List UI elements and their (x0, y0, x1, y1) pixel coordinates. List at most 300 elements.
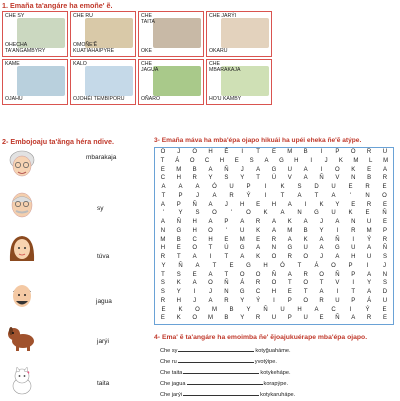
word-search-letter[interactable]: J (209, 289, 212, 295)
word-search-letter[interactable]: D (382, 289, 388, 295)
word-search-letter[interactable]: Ñ (224, 166, 229, 173)
word-search-letter[interactable]: U (331, 184, 336, 190)
word-search-letter[interactable]: A (161, 184, 166, 190)
word-search-letter[interactable]: Y (161, 262, 166, 269)
word-search-letter[interactable]: Y (176, 289, 181, 295)
word-search-letter[interactable]: P (176, 201, 181, 208)
word-search-letter[interactable]: P (224, 219, 229, 225)
word-search-letter[interactable]: T (161, 271, 165, 278)
word-search-letter[interactable]: M (353, 157, 359, 164)
word-search-letter[interactable]: T (287, 280, 292, 287)
word-search-letter[interactable]: R (271, 236, 277, 243)
word-search-letter[interactable]: N (271, 245, 277, 252)
word-search-letter[interactable]: Y (208, 175, 213, 182)
answer-blank[interactable] (178, 346, 254, 352)
word-search-letter[interactable]: E (382, 306, 387, 313)
word-search-letter[interactable]: Ý (246, 192, 251, 199)
word-search-letter[interactable]: K (176, 315, 181, 322)
word-search-letter[interactable]: K (338, 157, 343, 164)
word-search-letter[interactable]: P (382, 227, 387, 234)
word-search-letter[interactable]: A (212, 192, 217, 199)
word-search-letter[interactable]: Ú (271, 175, 277, 182)
word-search-letter[interactable]: H (160, 245, 166, 252)
word-search-letter[interactable]: N (351, 219, 356, 225)
word-search-letter[interactable]: R (255, 219, 261, 225)
word-search-letter[interactable]: G (287, 245, 293, 252)
word-search-letter[interactable]: E (382, 184, 387, 190)
word-search-letter[interactable]: T (280, 192, 285, 199)
word-search-letter[interactable]: J (324, 157, 328, 164)
word-search-letter[interactable]: S (160, 280, 165, 287)
word-search-letter[interactable]: Y (367, 280, 372, 287)
word-search-letter[interactable]: E (382, 201, 387, 208)
word-search-letter[interactable]: E (256, 236, 261, 243)
word-search-letter[interactable]: I (209, 254, 212, 260)
word-search-letter[interactable]: ' (349, 192, 352, 199)
word-search-letter[interactable]: R (160, 297, 166, 304)
word-search-letter[interactable]: T (212, 262, 217, 269)
word-search-letter[interactable]: A (303, 166, 308, 173)
word-search-letter[interactable]: T (160, 157, 165, 164)
word-search-letter[interactable]: O (350, 149, 356, 155)
word-search-letter[interactable]: Ý (256, 297, 261, 304)
word-search-letter[interactable]: A (367, 289, 372, 295)
word-search-letter[interactable]: S (176, 271, 181, 278)
word-search-letter[interactable]: G (314, 210, 319, 217)
word-search-letter[interactable]: R (160, 254, 166, 260)
word-search-letter[interactable]: Á (314, 262, 319, 269)
word-search-letter[interactable]: S (249, 157, 254, 164)
word-search-letter[interactable]: M (212, 306, 217, 313)
word-search-letter[interactable]: B (303, 149, 308, 155)
word-search-letter[interactable]: I (352, 236, 355, 243)
word-search-letter[interactable]: C (192, 236, 197, 243)
word-search-letter[interactable]: Ñ (192, 201, 197, 208)
word-search-letter[interactable]: S (382, 254, 387, 260)
word-search-letter[interactable]: T (176, 254, 181, 260)
word-search-letter[interactable]: R (255, 280, 261, 287)
word-search-letter[interactable]: A (303, 219, 308, 225)
word-search-letter[interactable]: K (319, 201, 324, 208)
word-search-letter[interactable]: E (229, 262, 234, 269)
word-search-letter[interactable]: G (176, 227, 182, 234)
word-search-letter[interactable]: A (271, 227, 276, 234)
word-search-letter[interactable]: Ý (367, 236, 372, 243)
word-search-letter[interactable]: M (176, 166, 182, 173)
word-search-letter[interactable]: V (335, 280, 340, 287)
word-search-letter[interactable]: O (271, 254, 277, 260)
word-search-letter[interactable]: A (319, 289, 324, 295)
word-search-letter[interactable]: R (319, 297, 324, 304)
word-search-letter[interactable]: K (178, 306, 183, 313)
word-search-letter[interactable]: E (382, 315, 387, 322)
word-search-letter[interactable]: H (176, 297, 181, 304)
word-search-letter[interactable]: U (366, 254, 372, 260)
word-search-letter[interactable]: E (176, 245, 181, 252)
word-search-letter[interactable]: P (348, 262, 353, 269)
word-search-letter[interactable]: M (239, 236, 245, 243)
word-search-letter[interactable]: B (176, 236, 181, 243)
word-search-letter[interactable]: R (366, 201, 372, 208)
word-search-letter[interactable]: I (273, 297, 275, 304)
word-search-letter[interactable]: H (294, 157, 299, 164)
word-search-letter[interactable]: O (246, 210, 251, 217)
word-search-letter[interactable]: P (335, 149, 340, 155)
word-search-letter[interactable]: S (382, 280, 387, 287)
word-search-letter[interactable]: H (176, 175, 181, 182)
word-search-letter[interactable]: O (208, 227, 213, 234)
word-search-letter[interactable]: R (382, 236, 388, 243)
word-search-letter[interactable]: A (303, 175, 308, 182)
word-search-letter[interactable]: M (287, 149, 293, 155)
word-search-letter[interactable]: Ñ (382, 245, 388, 252)
word-search-letter[interactable]: A (331, 192, 336, 199)
word-search-letter[interactable]: A (256, 166, 261, 173)
word-search-letter[interactable]: J (193, 297, 197, 304)
word-search-letter[interactable]: N (365, 192, 370, 199)
word-search-letter[interactable]: U (229, 184, 234, 190)
word-search-letter[interactable]: H (297, 306, 302, 313)
word-search-letter[interactable]: T (161, 192, 166, 199)
word-search-letter[interactable]: Ñ (176, 219, 181, 225)
word-search-letter[interactable]: M (383, 157, 389, 164)
word-search-letter[interactable]: B (224, 315, 229, 322)
word-search-letter[interactable]: I (264, 192, 267, 199)
word-search-letter[interactable]: H (208, 149, 213, 155)
word-search-letter[interactable]: I (336, 289, 339, 295)
word-search-letter[interactable]: Ñ (382, 210, 387, 217)
word-search-letter[interactable]: T (297, 262, 302, 269)
word-search-letter[interactable]: Y (240, 175, 245, 182)
word-search-letter[interactable]: I (349, 306, 352, 313)
word-search-letter[interactable]: R (255, 315, 261, 322)
word-search-letter[interactable]: V (335, 175, 340, 182)
word-search-letter[interactable]: K (263, 210, 268, 217)
word-search-letter[interactable]: A (240, 219, 245, 225)
word-search-letter[interactable]: U (303, 315, 308, 322)
word-search-letter[interactable]: O (382, 192, 387, 199)
word-search-letter[interactable]: C (160, 175, 166, 182)
word-search-letter[interactable]: N (351, 175, 356, 182)
word-search-letter[interactable]: ' (230, 210, 233, 217)
word-search-letter[interactable]: A (195, 184, 200, 190)
word-search-letter[interactable]: R (351, 227, 356, 234)
word-search-letter[interactable]: U (271, 315, 277, 322)
word-search-letter[interactable]: J (320, 219, 324, 225)
word-search-letter[interactable]: O (192, 149, 197, 155)
word-search-letter[interactable]: U (382, 297, 388, 304)
word-search-letter[interactable]: V (287, 175, 292, 182)
word-search-letter[interactable]: O (192, 245, 197, 252)
word-search-letter[interactable]: B (367, 175, 372, 182)
word-search-letter[interactable]: T (224, 254, 229, 260)
word-search-letter[interactable]: P (246, 184, 251, 190)
word-search-letter[interactable]: Ñ (178, 262, 183, 269)
word-search-letter[interactable]: A (287, 271, 292, 278)
word-search-letter[interactable]: H (263, 262, 268, 269)
word-search-letter[interactable]: I (264, 184, 267, 190)
word-search-letter[interactable]: U (351, 245, 356, 252)
word-search-letter[interactable]: T (208, 245, 213, 252)
word-search-letter[interactable]: U (335, 297, 340, 304)
word-search-letter[interactable]: O (160, 149, 166, 155)
word-search-letter[interactable]: E (365, 210, 370, 217)
word-search-letter[interactable]: K (287, 219, 292, 225)
word-search-letter[interactable]: Y (335, 201, 340, 208)
word-search-letter[interactable]: I (352, 280, 355, 287)
word-search-letter[interactable]: Ñ (335, 271, 340, 278)
word-search-letter[interactable]: C (255, 289, 261, 295)
word-search-letter[interactable]: E (287, 289, 292, 295)
word-search-letter[interactable]: R (366, 315, 372, 322)
word-search-letter[interactable]: T (224, 271, 229, 278)
word-search-letter[interactable]: O (319, 271, 324, 278)
word-search-letter[interactable]: O (303, 280, 308, 287)
word-search-letter[interactable]: R (365, 184, 370, 190)
word-search-letter[interactable]: A (314, 306, 319, 313)
word-search-letter[interactable]: O (208, 280, 213, 287)
word-search-letter[interactable]: Ú (224, 245, 229, 252)
word-search-letter[interactable]: I (320, 166, 323, 173)
word-search-letter[interactable]: O (212, 210, 217, 217)
word-search-letter[interactable]: T (256, 149, 260, 155)
word-search-letter[interactable]: E (160, 315, 165, 322)
word-search-letter[interactable]: Ñ (224, 280, 229, 287)
word-search-letter[interactable]: H (240, 201, 245, 208)
word-search-letter[interactable]: J (383, 262, 386, 269)
word-search-letter[interactable]: E (271, 149, 276, 155)
word-search-letter[interactable]: I (304, 201, 307, 208)
word-search-letter[interactable]: I (366, 262, 369, 269)
word-search-letter[interactable]: T (319, 280, 324, 287)
word-search-letter[interactable]: O (189, 157, 195, 164)
word-search-letter[interactable]: N (160, 227, 166, 234)
word-search-letter[interactable]: G (271, 166, 277, 173)
word-search-letter[interactable]: Á (175, 157, 180, 164)
word-search-letter[interactable]: A (297, 192, 302, 199)
word-search-letter[interactable]: J (240, 166, 244, 173)
word-search-letter[interactable]: T (314, 192, 319, 199)
word-search-letter[interactable]: H (192, 219, 197, 225)
word-search-letter[interactable]: E (224, 236, 229, 243)
word-search-letter[interactable]: Ñ (263, 306, 268, 313)
answer-blank[interactable] (187, 379, 263, 385)
word-search-letter[interactable]: Y (240, 315, 245, 322)
word-search-letter[interactable]: R (192, 175, 197, 182)
word-search-letter[interactable]: Ñ (335, 315, 340, 322)
word-search-letter[interactable]: Á (367, 297, 372, 304)
word-search-letter[interactable]: A (367, 271, 372, 278)
word-search-letter[interactable]: C (204, 157, 210, 164)
word-search-letter[interactable]: I (320, 149, 323, 155)
word-search-letter[interactable]: H (271, 201, 277, 208)
word-search-letter[interactable]: M (287, 227, 293, 234)
word-search-letter[interactable]: P (287, 315, 292, 322)
word-search-letter[interactable]: M (208, 315, 213, 322)
word-search-letter[interactable]: N (224, 289, 229, 295)
word-search-letter[interactable]: Y (246, 306, 251, 313)
word-search-letter[interactable]: H (208, 236, 213, 243)
word-search-letter[interactable]: M (160, 236, 166, 243)
word-search-letter[interactable]: S (195, 210, 200, 217)
word-search-letter[interactable]: R (303, 271, 308, 278)
word-search-letter[interactable]: A (287, 201, 292, 208)
word-search-letter[interactable]: A (208, 297, 213, 304)
word-search-letter[interactable]: O (239, 271, 245, 278)
word-search-letter[interactable]: A (208, 201, 213, 208)
word-search-letter[interactable]: I (336, 227, 339, 234)
word-search-letter[interactable]: U (366, 219, 372, 225)
word-search-letter[interactable]: A (335, 219, 340, 225)
word-search-letter[interactable]: A (287, 236, 292, 243)
word-search-letter[interactable]: J (320, 254, 324, 260)
word-search-letter[interactable]: ' (162, 210, 165, 217)
word-search-letter[interactable]: A (319, 245, 324, 252)
word-search-letter[interactable]: I (310, 157, 313, 164)
word-search-letter[interactable]: L (369, 157, 373, 164)
word-search-letter[interactable]: H (219, 157, 225, 164)
word-search-letter[interactable]: A (264, 157, 269, 164)
word-search-letter[interactable]: U (303, 245, 308, 252)
word-search-letter[interactable]: A (271, 219, 276, 225)
word-search-letter[interactable]: S (297, 184, 302, 190)
word-search-letter[interactable]: E (234, 157, 239, 164)
word-search-letter[interactable]: A (160, 219, 165, 225)
word-search-letter[interactable]: O (335, 166, 340, 173)
word-search-letter[interactable]: E (351, 201, 356, 208)
answer-blank[interactable] (183, 390, 259, 396)
word-search-letter[interactable]: H (192, 227, 197, 234)
word-search-letter[interactable]: Ñ (335, 236, 340, 243)
word-search-letter[interactable]: A (367, 245, 372, 252)
word-search-letter[interactable]: I (241, 149, 244, 155)
word-search-letter[interactable]: U (240, 227, 245, 234)
word-search-letter[interactable]: J (177, 149, 181, 155)
word-search-letter[interactable]: K (280, 184, 285, 190)
answer-blank[interactable] (183, 368, 259, 374)
word-search-letter[interactable]: A (382, 166, 387, 173)
word-search-letter[interactable]: M (366, 227, 372, 234)
word-search-letter[interactable]: R (382, 175, 388, 182)
word-search-letter[interactable]: O (195, 306, 200, 313)
word-search-letter[interactable]: Y (178, 210, 183, 217)
word-search-letter[interactable]: O (192, 315, 197, 322)
word-search-letter[interactable]: H (271, 289, 277, 295)
word-search-letter[interactable]: Ñ (271, 271, 277, 278)
word-search-letter[interactable]: B (192, 166, 197, 173)
word-search-letter[interactable]: P (287, 297, 292, 304)
word-search-letter[interactable]: G (279, 157, 284, 164)
word-search-letter[interactable]: A (195, 262, 200, 269)
word-search-letter[interactable]: Ý (365, 306, 370, 313)
word-search-letter[interactable]: J (196, 192, 199, 199)
word-search-letter[interactable]: A (208, 271, 213, 278)
word-search-letter[interactable]: T (256, 175, 260, 182)
word-search-letter[interactable]: N (382, 271, 388, 278)
word-search-letter[interactable]: D (314, 184, 319, 190)
word-search-letter[interactable]: S (224, 175, 229, 182)
word-search-letter[interactable]: U (382, 149, 388, 155)
word-search-letter[interactable]: O (271, 280, 277, 287)
word-search-letter[interactable]: E (161, 306, 166, 313)
word-search-letter[interactable]: E (256, 201, 261, 208)
word-search-letter[interactable]: R (287, 254, 292, 260)
word-search-letter[interactable]: A (192, 254, 197, 260)
word-search-letter[interactable]: U (331, 210, 336, 217)
word-search-letter[interactable]: E (348, 184, 353, 190)
word-search-letter[interactable]: A (256, 245, 261, 252)
word-search-letter[interactable]: ' (225, 227, 227, 234)
word-search-letter[interactable]: K (256, 254, 261, 260)
word-search-letter[interactable]: E (160, 166, 165, 173)
word-search-letter[interactable]: P (351, 271, 356, 278)
word-search-letter[interactable]: A (280, 210, 285, 217)
word-search-letter[interactable]: R (366, 149, 372, 155)
word-search-letter[interactable]: Ñ (319, 175, 324, 182)
word-search-letter[interactable]: T (351, 289, 356, 295)
word-search-letter[interactable]: S (160, 289, 165, 295)
word-search-letter[interactable]: I (193, 289, 196, 295)
word-search-letter[interactable]: E (192, 271, 197, 278)
word-search-letter[interactable]: K (351, 166, 356, 173)
word-search-letter[interactable]: K (176, 280, 181, 287)
word-search-letter[interactable]: B (229, 306, 234, 313)
word-search-letter[interactable]: P (351, 297, 356, 304)
word-search-letter[interactable]: T (303, 289, 308, 295)
word-search-letter[interactable]: Y (319, 227, 324, 234)
word-search-letter[interactable]: Ó (280, 262, 285, 269)
word-search-letter[interactable]: J (224, 201, 228, 208)
word-search-letter[interactable]: E (382, 219, 387, 225)
word-search-letter[interactable]: N (297, 210, 302, 217)
word-search-letter[interactable]: K (256, 227, 261, 234)
word-search-letter[interactable]: H (351, 254, 356, 260)
word-search-letter[interactable]: U (280, 306, 285, 313)
word-search-letter[interactable]: G (239, 245, 245, 252)
word-search-letter[interactable]: A (208, 166, 213, 173)
word-search-letter[interactable]: C (331, 306, 336, 313)
word-search-letter[interactable]: O (255, 271, 261, 278)
word-search-letter[interactable]: G (246, 262, 251, 269)
word-search-letter[interactable]: G (239, 289, 245, 295)
answer-blank[interactable] (178, 357, 254, 363)
word-search-letter[interactable]: A (160, 201, 165, 208)
word-search-letter[interactable]: U (287, 166, 292, 173)
word-search-letter[interactable]: A (178, 184, 183, 190)
word-search-letter[interactable]: A (208, 219, 213, 225)
word-search-letter[interactable]: B (303, 227, 308, 234)
word-search-letter[interactable]: P (178, 192, 183, 199)
word-search-letter[interactable]: K (303, 236, 308, 243)
word-search-letter[interactable]: K (348, 210, 353, 217)
word-search-letter[interactable]: R (229, 192, 234, 199)
word-search-letter[interactable]: A (192, 280, 197, 287)
word-search-letter[interactable]: Ó (212, 184, 217, 190)
word-search-letter[interactable]: E (367, 166, 372, 173)
word-search-letter[interactable]: O (303, 297, 308, 304)
word-search-letter[interactable]: G (335, 245, 340, 252)
word-search-letter[interactable]: A (240, 254, 245, 260)
word-search-letter[interactable]: O (303, 254, 308, 260)
word-search-letter[interactable]: Y (240, 297, 245, 304)
word-search-letter[interactable]: Á (240, 280, 245, 287)
word-search-letter[interactable]: O (331, 262, 336, 269)
word-search-letter[interactable]: E (319, 315, 324, 322)
word-search-letter[interactable]: A (319, 236, 324, 243)
word-search-letter[interactable]: A (335, 254, 340, 260)
word-search-letter[interactable]: É (224, 149, 229, 155)
word-search-letter[interactable]: R (224, 297, 229, 304)
